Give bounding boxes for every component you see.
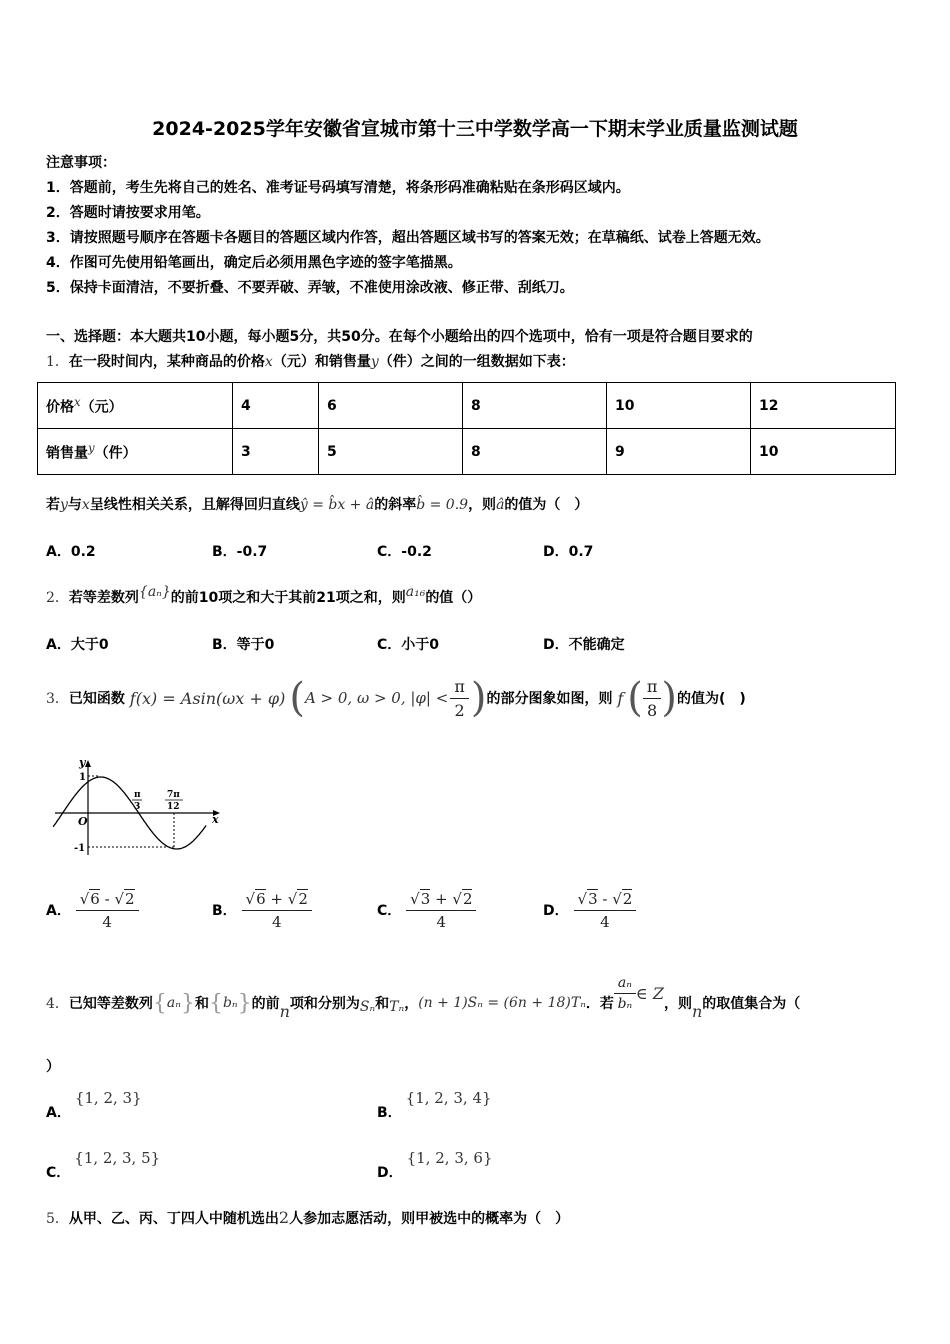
notice-item: 2．答题时请按要求用笔。 xyxy=(46,205,210,221)
question-4-stem: 4． 已知等差数列 { aₙ } 和 { bₙ } 的前 n 项和分别为 Sₙ 和 Tₙ ， (n + 1)Sₙ = (6n + 18)Tₙ ．若 $\frac{\text{aₙ}}{\text{bₙ}}$ ∈ Z ，则 n 的取值集合为（ xyxy=(46,974,801,1021)
option-a[interactable]: A．0.2 xyxy=(46,544,96,560)
tick-pi-3-num: π xyxy=(134,790,141,800)
option-b[interactable]: B．-0.7 xyxy=(212,544,268,560)
option-d[interactable]: D．0.7 xyxy=(543,544,594,560)
tick-7pi-12-num: 7π xyxy=(167,790,180,800)
notice-item: 4．作图可先使用铅笔画出，确定后必须用黑色字迹的签字笔描黑。 xyxy=(46,255,462,271)
tick-pi-3-den: 3 xyxy=(134,802,141,812)
origin-label: O xyxy=(78,815,88,828)
x-axis-label: x xyxy=(212,813,219,826)
question-3-stem: 3． 已知函数 f(x) = Asin(ωx + φ) ( A > 0, ω > 0, |φ| < $\frac{\pi}{2}$ ) 的部分图象如图，则 f ( $\frac{\pi}{8}$ ) 的值为( ) xyxy=(46,675,746,721)
table-cell: 6 xyxy=(319,383,463,429)
option-c[interactable]: C．{1, 2, 3, 5} xyxy=(46,1149,161,1181)
table-cell: 4 xyxy=(233,383,319,429)
y-axis-arrow xyxy=(85,760,91,767)
option-a[interactable]: A．{1, 2, 3} xyxy=(46,1089,142,1121)
notice-item: 3．请按照题号顺序在答题卡各题目的答题区域内作答，超出答题区域书写的答案无效；在草稿纸、试卷上答题无效。 xyxy=(46,230,770,246)
table-cell: 价格$^x$（元） xyxy=(38,383,233,429)
min-label: -1 xyxy=(74,843,86,854)
option-d[interactable]: D．{1, 2, 3, 6} xyxy=(377,1149,493,1181)
option-d[interactable]: D．不能确定 xyxy=(543,637,625,653)
max-label: 1 xyxy=(79,772,86,783)
question-2-stem: 2．若等差数列{aₙ}的前10项之和大于其前21项之和，则a₁₆的值（） xyxy=(46,584,482,606)
y-axis-label: y xyxy=(79,756,86,769)
option-a[interactable]: A．大于0 xyxy=(46,637,109,653)
table-cell: 销售量$^y$（件） xyxy=(38,429,233,475)
question-1-condition: 若y与x呈线性相关关系，且解得回归直线ŷ = b̂x + â的斜率b̂ = 0.9，则â的值为（ ） xyxy=(46,497,589,513)
page-title: 2024-2025学年安徽省宣城市第十三中学数学高一下期末学业质量监测试题 xyxy=(152,118,798,140)
data-table xyxy=(37,382,896,475)
question-4-close: ） xyxy=(46,1059,60,1075)
notice-item: 5．保持卡面清洁，不要折叠、不要弄破、弄皱，不准使用涂改液、修正带、刮纸刀。 xyxy=(46,280,574,296)
section-heading: 一、选择题：本大题共10小题，每小题5分，共50分。在每个小题给出的四个选项中，恰有一项是符合题目要求的 xyxy=(46,329,753,345)
notice-item: 1．答题前，考生先将自己的姓名、准考证号码填写清楚，将条形码准确粘贴在条形码区域内。 xyxy=(46,180,630,196)
sine-graph xyxy=(50,755,225,860)
table-row xyxy=(38,383,896,429)
table-cell: 8 xyxy=(463,383,607,429)
table-cell: 8 xyxy=(463,429,607,475)
option-b[interactable]: B．等于0 xyxy=(212,637,275,653)
table-cell: 12 xyxy=(751,383,896,429)
table-cell: 10 xyxy=(607,383,751,429)
option-c[interactable]: C．-0.2 xyxy=(377,544,432,560)
table-cell: 3 xyxy=(233,429,319,475)
question-1-stem: 1．在一段时间内，某种商品的价格x（元）和销售量y（件）之间的一组数据如下表： xyxy=(46,354,575,370)
tick-7pi-12-den: 12 xyxy=(167,802,180,812)
option-c[interactable]: C． $\frac{√3 + √2}{4}$ xyxy=(377,885,476,935)
option-c[interactable]: C．小于0 xyxy=(377,637,440,653)
question-5-stem: 5．从甲、乙、丙、丁四人中随机选出2人参加志愿活动，则甲被选中的概率为（ ） xyxy=(46,1208,570,1227)
notice-heading: 注意事项： xyxy=(46,155,116,171)
option-b[interactable]: B．{1, 2, 3, 4} xyxy=(377,1089,492,1121)
table-row xyxy=(38,429,896,475)
table-cell: 9 xyxy=(607,429,751,475)
table-cell: 5 xyxy=(319,429,463,475)
table-cell: 10 xyxy=(751,429,896,475)
option-a[interactable]: A． $\frac{√6 - √2}{4}$ xyxy=(46,885,139,935)
option-b[interactable]: B． $\frac{√6 + √2}{4}$ xyxy=(212,885,312,935)
option-d[interactable]: D． $\frac{√3 - √2}{4}$ xyxy=(543,885,636,935)
